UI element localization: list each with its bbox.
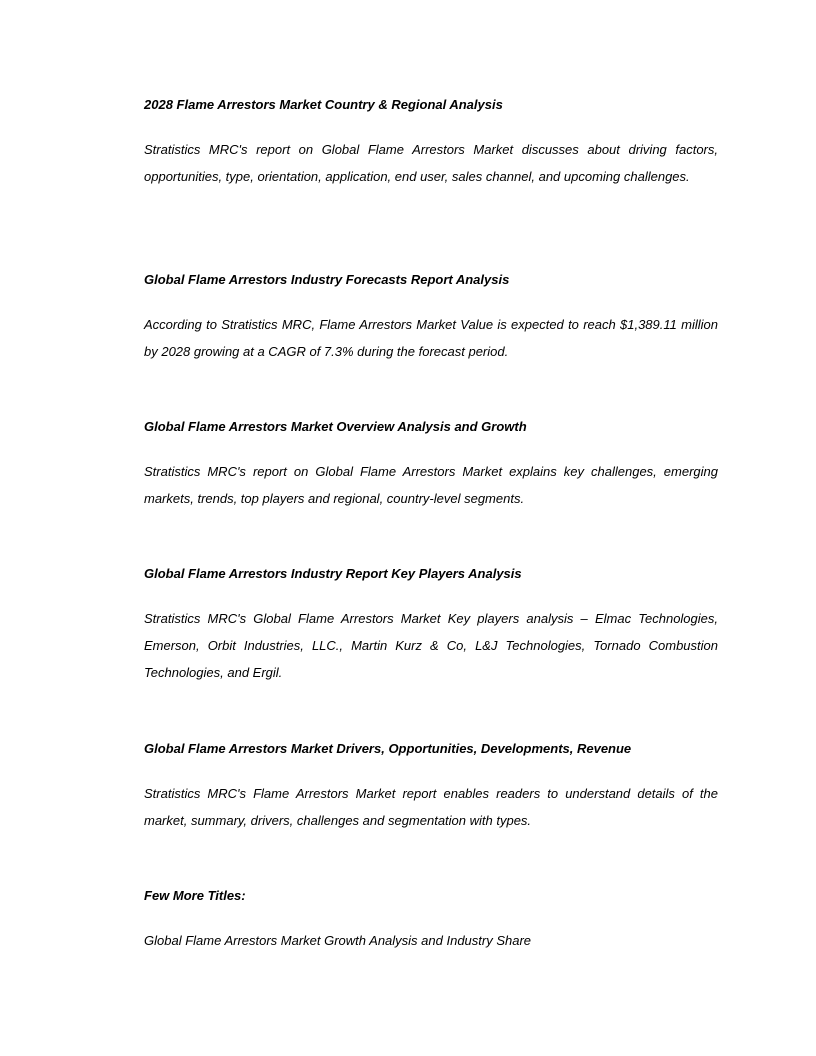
- section-more-titles: [144, 887, 718, 954]
- section-body: According to Stratistics MRC, Flame Arrestors Market Value is expected to reach $1,389.11 million by 2028 growing at a CAGR of 7.3% during the forecast period.: [144, 317, 718, 359]
- section-drivers: [144, 740, 718, 834]
- section-body: Stratistics MRC's Global Flame Arrestors Market Key players analysis – Elmac Technologies, Emerson, Orbit Industries, LLC., Martin Kurz & Co, L&J Technologies, Tornado Combustion Technologies, and Ergil.: [144, 611, 718, 680]
- more-title-item: Global Flame Arrestors Market Growth Analysis and Industry Share: [144, 933, 532, 948]
- section-heading: Global Flame Arrestors Industry Report Key Players Analysis: [144, 566, 522, 581]
- section-key-players: [144, 565, 718, 686]
- section-body: Stratistics MRC's report on Global Flame Arrestors Market discusses about driving factors, opportunities, type, orientation, application, end user, sales channel, and upcoming challenges.: [144, 142, 718, 184]
- section-heading: Global Flame Arrestors Industry Forecasts Report Analysis: [144, 272, 510, 287]
- document-page: [144, 0, 718, 1056]
- section-forecasts: [144, 271, 718, 365]
- section-body: Stratistics MRC's Flame Arrestors Market report enables readers to understand details of the market, summary, drivers, challenges and segmentation with types.: [144, 786, 718, 828]
- section-heading: Few More Titles:: [144, 888, 246, 903]
- section-heading: Global Flame Arrestors Market Overview Analysis and Growth: [144, 419, 527, 434]
- section-body: Stratistics MRC's report on Global Flame Arrestors Market explains key challenges, emerging markets, trends, top players and regional, country-level segments.: [144, 464, 718, 506]
- section-overview: [144, 418, 718, 512]
- section-heading: Global Flame Arrestors Market Drivers, Opportunities, Developments, Revenue: [144, 741, 632, 756]
- section-heading: 2028 Flame Arrestors Market Country & Regional Analysis: [144, 97, 503, 112]
- section-country-regional: [144, 96, 718, 190]
